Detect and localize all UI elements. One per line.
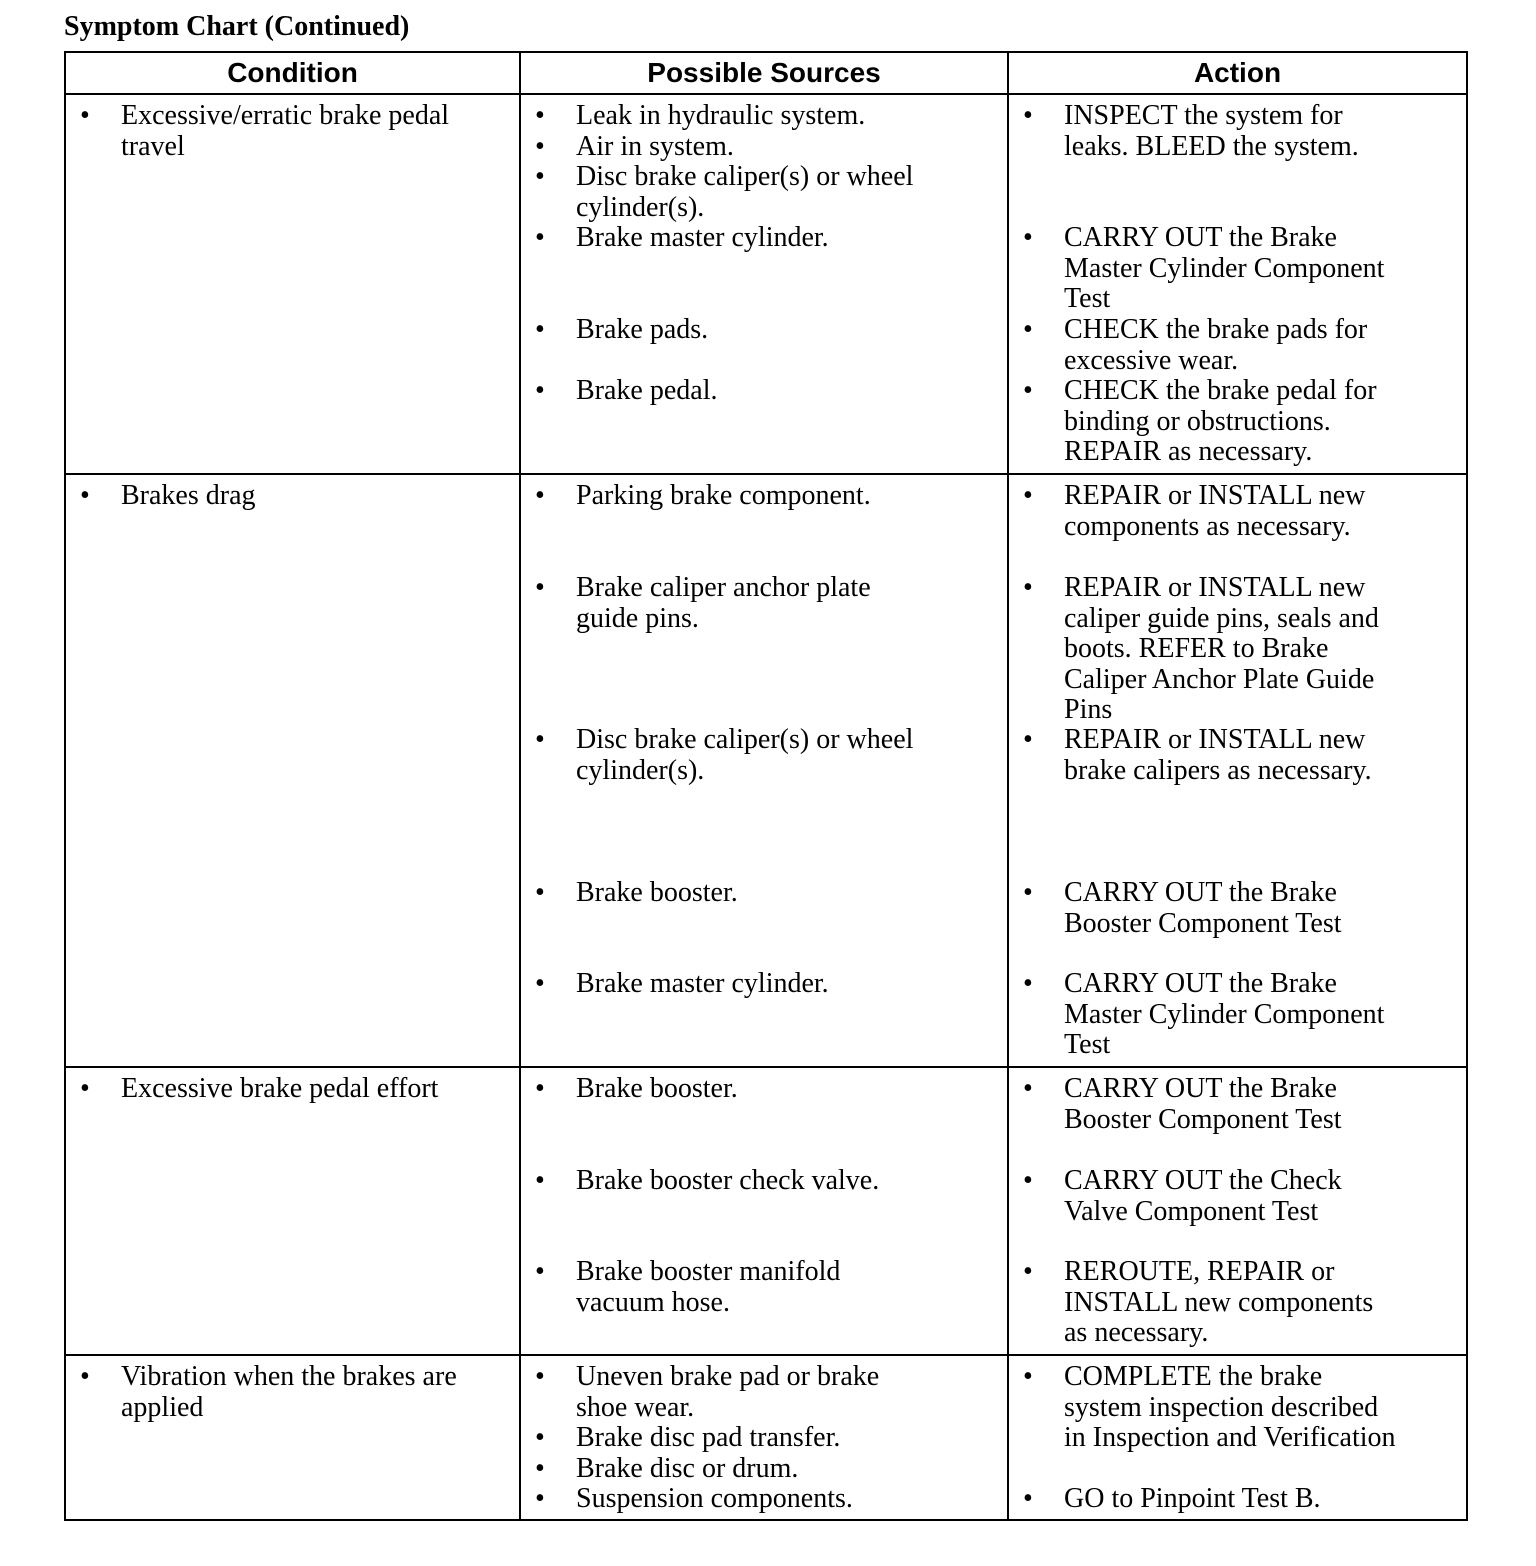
source-text: Uneven brake pad or brake shoe wear.: [576, 1361, 880, 1423]
source-text: Brake disc pad transfer.: [576, 1422, 841, 1453]
header-possible-sources: Possible Sources: [520, 52, 1008, 94]
condition-item: [66, 481, 513, 512]
symptom-table: [64, 51, 1468, 1521]
source-text: Brake pads.: [576, 314, 709, 345]
condition-cell: [65, 94, 520, 474]
bullet: •: [535, 572, 545, 603]
source-item: [521, 1362, 1001, 1423]
source-text: Brake disc or drum.: [576, 1453, 799, 1484]
action-text: CARRY OUT the Brake Master Cylinder Component Test: [1064, 222, 1385, 314]
bullet: •: [535, 1073, 545, 1104]
action-item: [1009, 101, 1460, 162]
source-text: Disc brake caliper(s) or wheel cylinder(s).: [576, 724, 914, 786]
bullet: •: [535, 968, 545, 999]
bullet: •: [535, 314, 545, 345]
bullet: •: [535, 1453, 545, 1484]
condition-cell: [65, 474, 520, 1067]
bullet: •: [535, 375, 545, 406]
bullet: •: [535, 480, 545, 511]
source-text: Brake master cylinder.: [576, 222, 829, 253]
bullet: •: [535, 1165, 545, 1196]
bullet: •: [535, 131, 545, 162]
bullet: •: [1023, 480, 1033, 511]
action-text: INSPECT the system for leaks. BLEED the system.: [1064, 100, 1359, 162]
condition-item: [66, 1074, 513, 1105]
action-text: REPAIR or INSTALL new components as necessary.: [1064, 480, 1366, 542]
source-text: Disc brake caliper(s) or wheel cylinder(s).: [576, 161, 914, 223]
bullet: •: [535, 222, 545, 253]
table-row: [65, 1355, 1467, 1520]
action-item: [1009, 1074, 1460, 1135]
bullet: •: [535, 1361, 545, 1392]
bullet: •: [80, 1361, 90, 1392]
condition-item: [66, 101, 513, 162]
source-item: [521, 1074, 1001, 1105]
header-row: [65, 52, 1467, 94]
action-item: [1009, 481, 1460, 542]
action-text: COMPLETE the brake system inspection described in Inspection and Verification: [1064, 1361, 1396, 1453]
condition-cell: [65, 1067, 520, 1355]
bullet: •: [80, 480, 90, 511]
action-text: CHECK the brake pedal for binding or obstructions. REPAIR as necessary.: [1064, 375, 1377, 467]
condition-text: Brakes drag: [121, 480, 256, 511]
source-item: [521, 101, 1001, 132]
source-item: [521, 1484, 1001, 1515]
source-item: [521, 969, 1001, 1000]
bullet: •: [1023, 1256, 1033, 1287]
source-item: [521, 1454, 1001, 1485]
sources-cell: [520, 474, 1008, 1067]
condition-text: Excessive/erratic brake pedal travel: [121, 100, 450, 162]
action-text: REPAIR or INSTALL new brake calipers as necessary.: [1064, 724, 1372, 786]
action-text: REPAIR or INSTALL new caliper guide pins, seals and boots. REFER to Brake Caliper Anchor Plate Guide Pins: [1064, 572, 1379, 725]
bullet: •: [1023, 222, 1033, 253]
action-text: GO to Pinpoint Test B.: [1064, 1483, 1321, 1514]
source-text: Brake booster manifold vacuum hose.: [576, 1256, 841, 1318]
bullet: •: [535, 1422, 545, 1453]
action-text: CARRY OUT the Brake Master Cylinder Component Test: [1064, 968, 1385, 1060]
source-item: [521, 725, 1001, 786]
header-action: Action: [1008, 52, 1467, 94]
action-text: CHECK the brake pads for excessive wear.: [1064, 314, 1368, 376]
bullet: •: [535, 161, 545, 192]
bullet: •: [80, 1073, 90, 1104]
action-item: [1009, 1166, 1460, 1227]
table-row: [65, 1067, 1467, 1355]
condition-cell: [65, 1355, 520, 1520]
action-item: [1009, 969, 1460, 1061]
source-item: [521, 376, 1001, 407]
source-text: Brake booster.: [576, 1073, 738, 1104]
bullet: •: [535, 724, 545, 755]
source-item: [521, 1166, 1001, 1197]
source-text: Leak in hydraulic system.: [576, 100, 866, 131]
source-item: [521, 1257, 1001, 1318]
action-cell: [1008, 94, 1467, 474]
bullet: •: [535, 877, 545, 908]
action-item: [1009, 376, 1460, 468]
action-text: CARRY OUT the Brake Booster Component Test: [1064, 877, 1342, 939]
condition-item: [66, 1362, 513, 1423]
source-item: [521, 573, 1001, 634]
action-cell: [1008, 474, 1467, 1067]
bullet: •: [1023, 1073, 1033, 1104]
source-text: Brake caliper anchor plate guide pins.: [576, 572, 871, 634]
header-condition: Condition: [65, 52, 520, 94]
source-item: [521, 481, 1001, 512]
bullet: •: [80, 100, 90, 131]
source-text: Brake master cylinder.: [576, 968, 829, 999]
bullet: •: [1023, 314, 1033, 345]
bullet: •: [1023, 1165, 1033, 1196]
source-text: Air in system.: [576, 131, 734, 162]
source-text: Brake pedal.: [576, 375, 718, 406]
source-item: [521, 878, 1001, 909]
sources-cell: [520, 1355, 1008, 1520]
bullet: •: [1023, 877, 1033, 908]
source-item: [521, 315, 1001, 346]
source-item: [521, 223, 1001, 254]
table-row: [65, 94, 1467, 474]
bullet: •: [535, 1483, 545, 1514]
source-item: [521, 162, 1001, 223]
source-item: [521, 132, 1001, 163]
source-text: Brake booster.: [576, 877, 738, 908]
action-text: REROUTE, REPAIR or INSTALL new components as necessary.: [1064, 1256, 1374, 1348]
action-cell: [1008, 1355, 1467, 1520]
action-item: [1009, 1362, 1460, 1454]
bullet: •: [1023, 100, 1033, 131]
chart-title: Symptom Chart (Continued): [64, 11, 410, 42]
condition-text: Excessive brake pedal effort: [121, 1073, 439, 1104]
bullet: •: [1023, 1361, 1033, 1392]
bullet: •: [535, 100, 545, 131]
bullet: •: [1023, 572, 1033, 603]
bullet: •: [1023, 968, 1033, 999]
condition-text: Vibration when the brakes are applied: [121, 1361, 457, 1423]
action-item: [1009, 223, 1460, 315]
action-item: [1009, 315, 1460, 376]
bullet: •: [1023, 1483, 1033, 1514]
action-item: [1009, 573, 1460, 726]
action-cell: [1008, 1067, 1467, 1355]
bullet: •: [1023, 375, 1033, 406]
action-text: CARRY OUT the Check Valve Component Test: [1064, 1165, 1342, 1227]
action-text: CARRY OUT the Brake Booster Component Test: [1064, 1073, 1342, 1135]
source-text: Suspension components.: [576, 1483, 853, 1514]
action-item: [1009, 1257, 1460, 1349]
sources-cell: [520, 94, 1008, 474]
action-item: [1009, 725, 1460, 786]
source-text: Brake booster check valve.: [576, 1165, 880, 1196]
source-item: [521, 1423, 1001, 1454]
sources-cell: [520, 1067, 1008, 1355]
source-text: Parking brake component.: [576, 480, 871, 511]
table-row: [65, 474, 1467, 1067]
action-item: [1009, 878, 1460, 939]
bullet: •: [1023, 724, 1033, 755]
bullet: •: [535, 1256, 545, 1287]
action-item: [1009, 1484, 1460, 1515]
